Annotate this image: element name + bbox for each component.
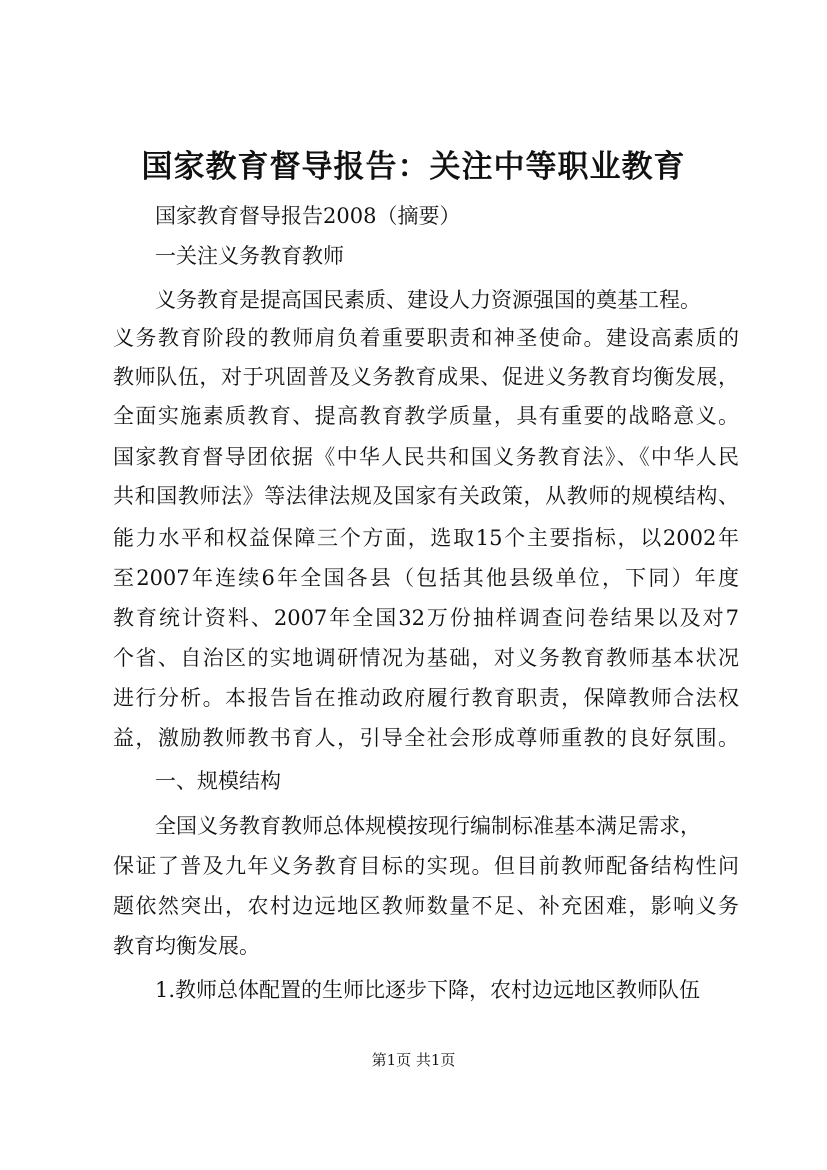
- paragraph-line: 教育统计资料、2007年全国32万份抽样调查问卷结果以及对7: [113, 606, 739, 630]
- paragraph-line: 教师队伍，对于巩固普及义务教育成果、促进义务教育均衡发展，: [113, 365, 739, 389]
- section-heading: 一、规模结构: [155, 769, 281, 793]
- document-title: 国家教育督导报告：关注中等职业教育: [141, 149, 686, 185]
- paragraph-line: 个省、自治区的实地调研情况为基础，对义务教育教师基本状况: [113, 646, 739, 670]
- paragraph-line: 保证了普及九年义务教育目标的实现。但目前教师配备结构性问: [113, 854, 739, 878]
- section-heading: 一关注义务教育教师: [155, 244, 344, 268]
- paragraph-line: 义务教育是提高国民素质、建设人力资源强国的奠基工程。: [155, 288, 701, 312]
- paragraph-line: 进行分析。本报告旨在推动政府履行教育职责，保障教师合法权: [113, 686, 739, 710]
- paragraph-line: 益，激励教师教书育人，引导全社会形成尊师重教的良好氛围。: [113, 726, 739, 750]
- paragraph-line: 全国义务教育教师总体规模按现行编制标准基本满足需求，: [155, 814, 701, 838]
- list-item: 1.教师总体配置的生师比逐步下降，农村边远地区教师队伍: [155, 978, 701, 1002]
- paragraph-line: 教育均衡发展。: [113, 934, 260, 958]
- paragraph-line: 全面实施素质教育、提高教育教学质量，具有重要的战略意义。: [113, 404, 739, 428]
- paragraph-line: 题依然突出，农村边远地区教师数量不足、补充困难，影响义务: [113, 894, 739, 918]
- paragraph-line: 国家教育督导团依据《中华人民共和国义务教育法》、《中华人民: [113, 445, 739, 469]
- page-footer: 第1页 共1页: [371, 1051, 456, 1069]
- document-subtitle: 国家教育督导报告2008（摘要）: [155, 204, 461, 228]
- paragraph-line: 义务教育阶段的教师肩负着重要职责和神圣使命。建设高素质的: [113, 326, 739, 350]
- paragraph-line: 共和国教师法》等法律法规及国家有关政策，从教师的规模结构、: [113, 484, 739, 508]
- paragraph-line: 至2007年连续6年全国各县（包括其他县级单位，下同）年度: [113, 566, 739, 590]
- paragraph-line: 能力水平和权益保障三个方面，选取15个主要指标，以2002年: [113, 526, 739, 550]
